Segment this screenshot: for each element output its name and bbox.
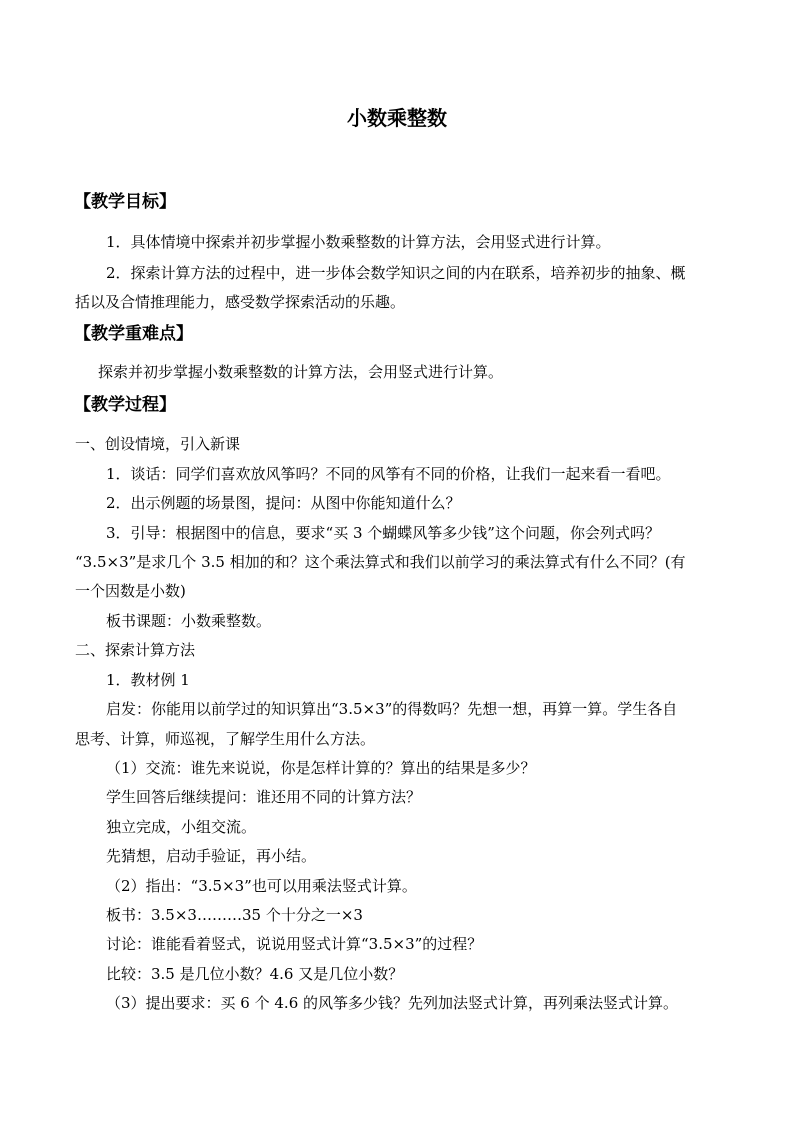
paragraph: 思考、计算，师巡视，了解学生用什么方法。 <box>75 730 376 748</box>
paragraph: 1．教材例 1 <box>106 671 190 689</box>
page-title: 小数乘整数 <box>347 106 447 130</box>
paragraph: 板书：3.5×3………35 个十分之一×3 <box>106 906 363 924</box>
paragraph: （2）指出：“3.5×3”也可以用乘法竖式计算。 <box>106 877 417 895</box>
paragraph: 2．出示例题的场景图，提问：从图中你能知道什么？ <box>106 494 461 512</box>
paragraph: （3）提出要求：买 6 个 4.6 的风筝多少钱？先列加法竖式计算，再列乘法竖式计算。 <box>106 994 679 1012</box>
paragraph: 板书课题：小数乘整数。 <box>106 612 272 630</box>
paragraph: 先猜想，启动手验证，再小结。 <box>106 847 317 865</box>
paragraph: “3.5×3”是求几个 3.5 相加的和？这个乘法算式和我们以前学习的乘法算式有什么不同？(有 <box>75 553 686 571</box>
paragraph: 括以及合情推理能力，感受数学探索活动的乐趣。 <box>75 293 406 311</box>
subsection-heading: 一、创设情境，引入新课 <box>75 435 241 453</box>
paragraph: 2．探索计算方法的过程中，进一步体会数学知识之间的内在联系，培养初步的抽象、概 <box>106 264 686 282</box>
paragraph: （1）交流：谁先来说说，你是怎样计算的？算出的结果是多少？ <box>106 759 536 777</box>
paragraph: 一个因数是小数) <box>75 582 186 600</box>
paragraph: 学生回答后继续提问：谁还用不同的计算方法？ <box>106 788 422 806</box>
paragraph: 1．具体情境中探索并初步掌握小数乘整数的计算方法，会用竖式进行计算。 <box>106 233 611 251</box>
paragraph: 独立完成，小组交流。 <box>106 818 257 836</box>
section-heading-process: 【教学过程】 <box>74 395 176 415</box>
paragraph: 3．引导：根据图中的信息，要求“买 3 个蝴蝶风筝多少钱”这个问题，你会列式吗？ <box>106 524 660 542</box>
section-heading-goals: 【教学目标】 <box>74 192 176 212</box>
paragraph: 讨论：谁能看着竖式，说说用竖式计算“3.5×3”的过程？ <box>106 935 483 953</box>
subsection-heading: 二、探索计算方法 <box>75 641 196 659</box>
paragraph: 1．谈话：同学们喜欢放风筝吗？不同的风筝有不同的价格，让我们一起来看一看吧。 <box>106 465 671 483</box>
section-heading-key-points: 【教学重难点】 <box>74 324 193 344</box>
paragraph: 启发：你能用以前学过的知识算出“3.5×3”的得数吗？先想一想，再算一算。学生各自 <box>106 700 678 718</box>
paragraph: 比较：3.5 是几位小数？4.6 又是几位小数？ <box>106 965 404 983</box>
paragraph: 探索并初步掌握小数乘整数的计算方法，会用竖式进行计算。 <box>98 363 504 381</box>
